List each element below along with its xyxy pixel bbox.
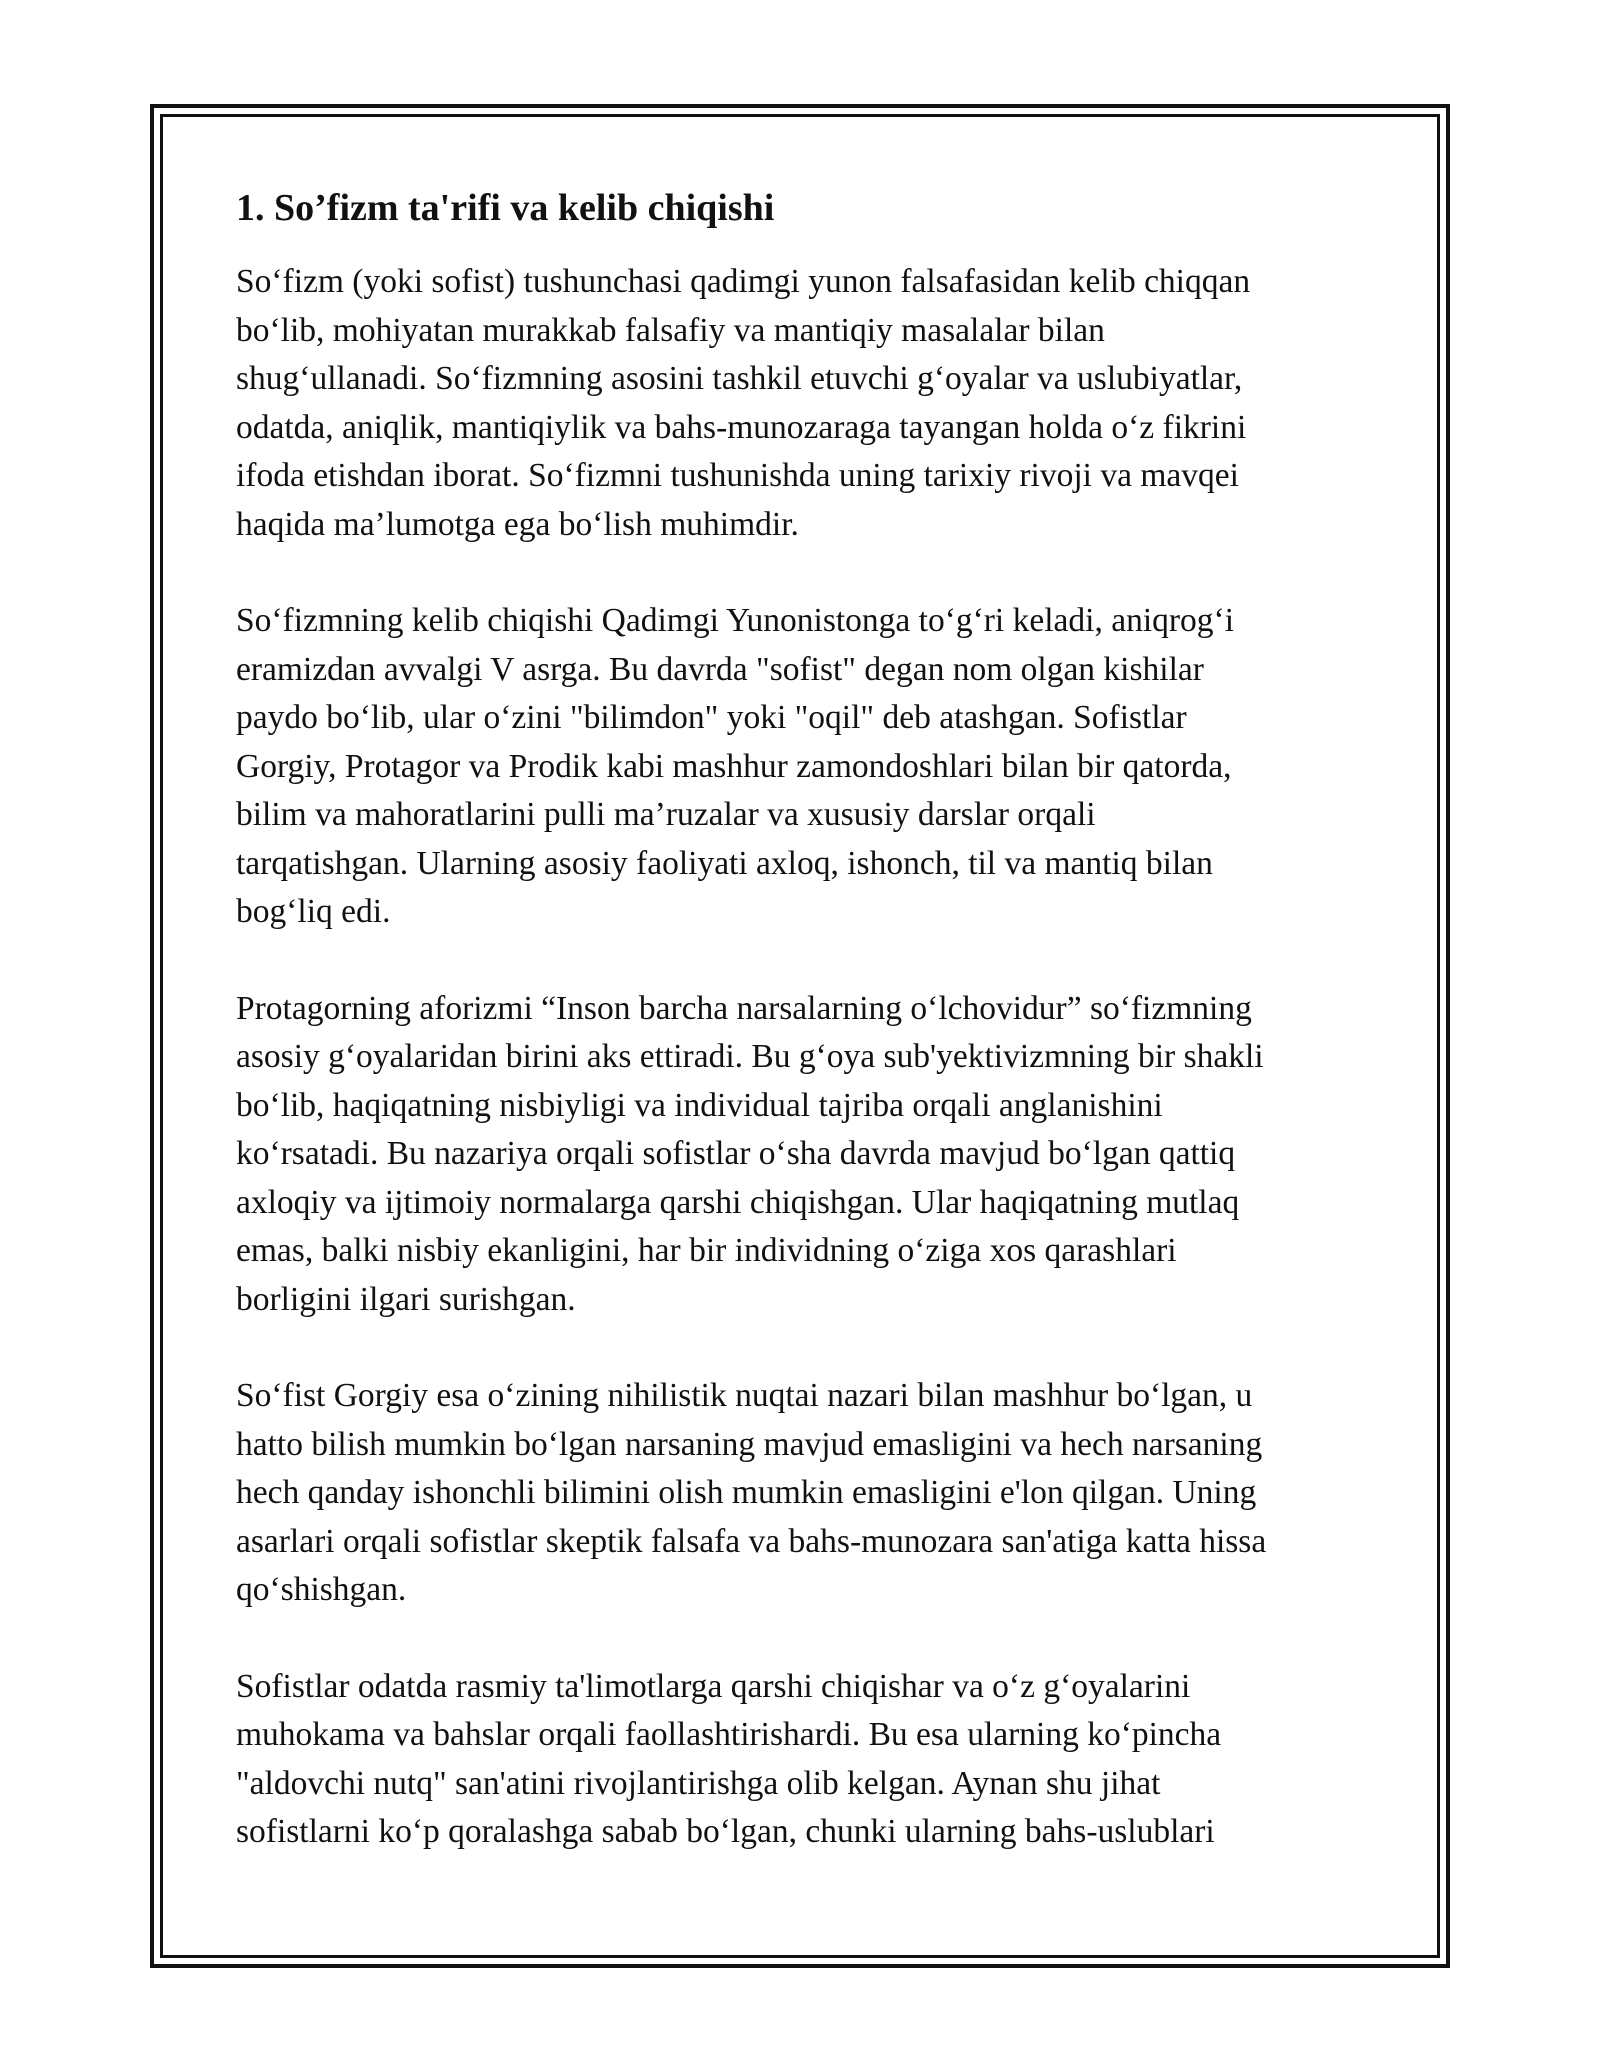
document-body: [236, 184, 1376, 1905]
text-line: muhokama va bahslar orqali faollashtirishardi. Bu esa ularning ko‘pincha: [236, 1716, 1222, 1753]
paragraph-3: [236, 985, 1376, 1325]
text-line: tarqatishgan. Ularning asosiy faoliyati axloq, ishonch, til va mantiq bilan: [236, 844, 1213, 882]
text-line: emas, balki nisbiy ekanligini, har bir individning o‘ziga xos qarashlari: [236, 1232, 1177, 1269]
text-line: So‘fist Gorgiy esa o‘zining nihilistik nuqtai nazari bilan mashhur bo‘lgan, u: [236, 1377, 1253, 1414]
text-line: bo‘lib, mohiyatan murakkab falsafiy va mantiqiy masalalar bilan: [236, 311, 1105, 349]
text-line: asarlari orqali sofistlar skeptik falsafa va bahs-munozara san'atiga katta hissa: [236, 1522, 1267, 1560]
text-line: ifoda etishdan iborat. So‘fizmni tushunishda uning tarixiy rivoji va mavqei: [236, 457, 1239, 494]
text-line: sofistlarni ko‘p qoralashga sabab bo‘lgan, chunki ularning bahs-uslublari: [236, 1813, 1215, 1850]
text-line: odatda, aniqlik, mantiqiylik va bahs-munozaraga tayangan holda o‘z fikrini: [236, 408, 1247, 446]
text-line: asosiy g‘oyalaridan birini aks ettiradi. Bu g‘oya sub'yektivizmning bir shakli: [236, 1038, 1264, 1075]
paragraph-4: [236, 1372, 1376, 1615]
text-line: qo‘shishgan.: [236, 1571, 407, 1608]
text-line: bo‘lib, haqiqatning nisbiyligi va individual tajriba orqali anglanishini: [236, 1086, 1163, 1124]
text-line: Sofistlar odatda rasmiy ta'limotlarga qarshi chiqishar va o‘z g‘oyalarini: [236, 1667, 1191, 1705]
text-line: borligini ilgari surishgan.: [236, 1280, 576, 1318]
paragraph-5: [236, 1663, 1376, 1857]
text-line: paydo bo‘lib, ular o‘zini "bilimdon" yoki "oqil" deb atashgan. Sofistlar: [236, 699, 1187, 736]
paragraph-2: [236, 597, 1376, 937]
text-line: ko‘rsatadi. Bu nazariya orqali sofistlar o‘sha davrda mavjud bo‘lgan qattiq: [236, 1135, 1236, 1172]
text-line: So‘fizmning kelib chiqishi Qadimgi Yunonistonga to‘g‘ri keladi, aniqrog‘i: [236, 602, 1235, 639]
text-line: So‘fizm (yoki sofist) tushunchasi qadimgi yunon falsafasidan kelib chiqqan: [236, 263, 1251, 300]
text-line: hatto bilish mumkin bo‘lgan narsaning mavjud emasligini va hech narsaning: [236, 1425, 1263, 1463]
text-line: eramizdan avvalgi V asrga. Bu davrda "sofist" degan nom olgan kishilar: [236, 650, 1204, 688]
text-line: axloqiy va ijtimoiy normalarga qarshi chiqishgan. Ular haqiqatning mutlaq: [236, 1183, 1240, 1221]
text-line: haqida ma’lumotga ega bo‘lish muhimdir.: [236, 505, 799, 543]
text-line: "aldovchi nutq" san'atini rivojlantirishga olib kelgan. Aynan shu jihat: [236, 1764, 1161, 1802]
section-heading: 1. So’fizm ta'rifi va kelib chiqishi: [236, 187, 775, 229]
text-line: bog‘liq edi.: [236, 893, 391, 930]
text-line: Protagorning aforizmi “Inson barcha narsalarning o‘lchovidur” so‘fizmning: [236, 989, 1252, 1027]
text-line: Gorgiy, Protagor va Prodik kabi mashhur zamondoshlari bilan bir qatorda,: [236, 747, 1232, 785]
text-line: shug‘ullanadi. So‘fizmning asosini tashkil etuvchi g‘oyalar va uslubiyatlar,: [236, 360, 1243, 397]
text-line: bilim va mahoratlarini pulli ma’ruzalar va xususiy darslar orqali: [236, 796, 1096, 833]
text-line: hech qanday ishonchli bilimini olish mumkin emasligini e'lon qilgan. Uning: [236, 1474, 1257, 1511]
paragraph-1: [236, 258, 1376, 549]
